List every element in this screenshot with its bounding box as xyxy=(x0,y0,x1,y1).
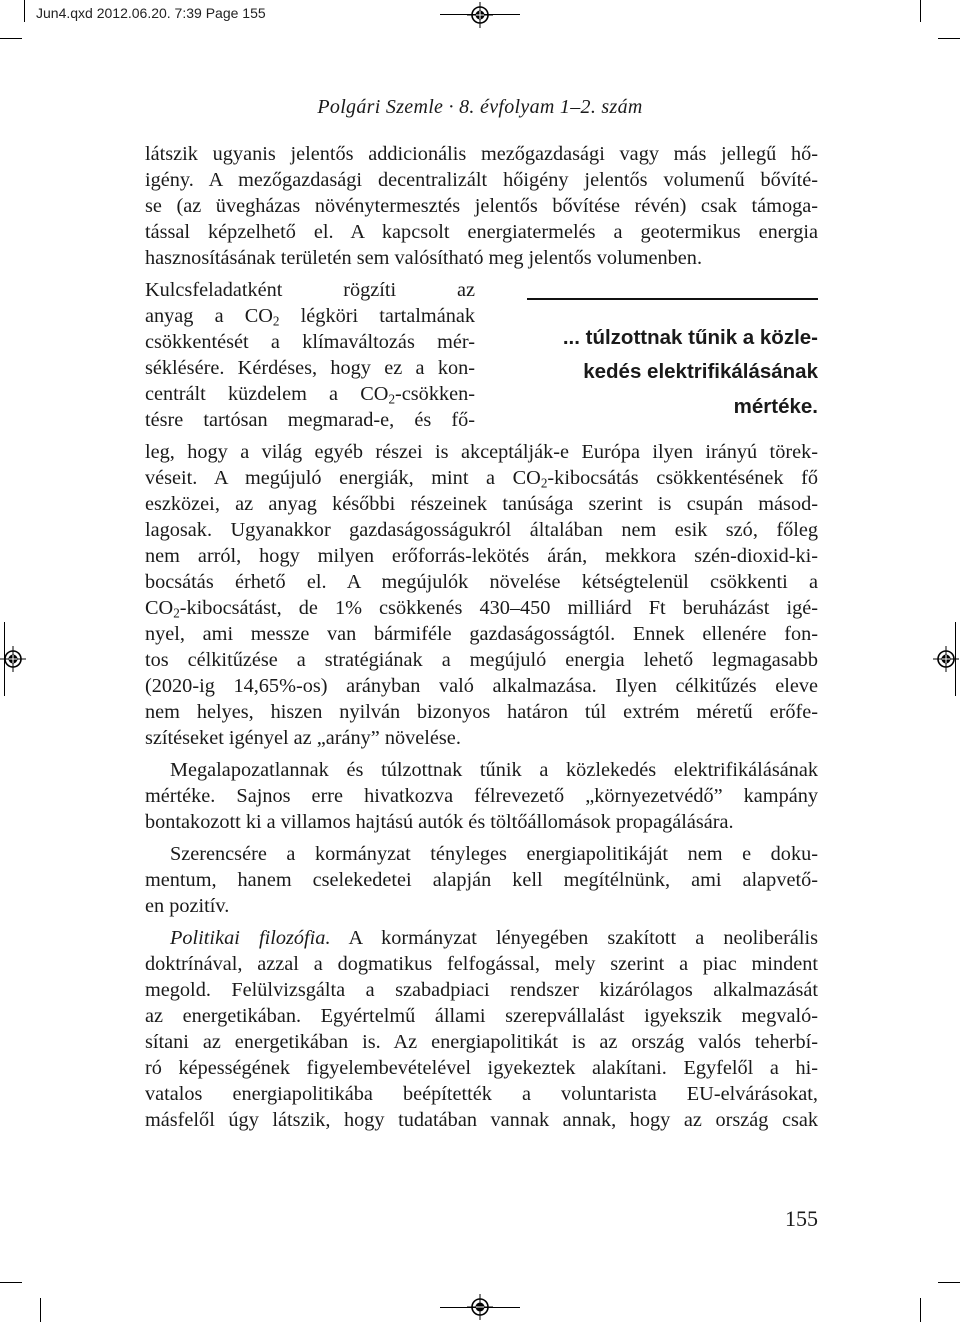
body-line: nem helyes, hiszen nyilván bizonyos határon túl extrém méretű erőfe- xyxy=(145,701,818,723)
body-line: az energetikában. Egyértelmű állami szerepvállalást igyekszik megvaló- xyxy=(145,1005,818,1027)
body-line: en pozitív. xyxy=(145,895,230,917)
body-line: mentum, hanem cselekedetei alapján kell megítélnünk, ami alapvető- xyxy=(145,869,818,891)
body-line: tos célkitűzése a stratégiának a megújuló energia lehető legmagasabb xyxy=(145,649,818,671)
crop-mark xyxy=(920,1298,921,1322)
journal-running-header: Polgári Szemle · 8. évfolyam 1–2. szám xyxy=(317,96,643,118)
crop-mark xyxy=(938,38,960,39)
body-line-indent: Szerencsére a kormányzat tényleges energiapolitikáját nem e doku- xyxy=(170,843,818,865)
body-line-narrow: séklésére. Kérdéses, hogy ez a kon- xyxy=(145,357,475,379)
body-line: nyel, ami messze van bármiféle gazdaságosságtól. Ennek ellenére fon- xyxy=(145,623,818,645)
crop-mark xyxy=(920,0,921,22)
body-text: -kibocsátást, de 1% csökkenés 430–450 milliárd Ft beruházást igé- xyxy=(179,597,818,619)
registration-crosshair-icon xyxy=(467,1294,493,1320)
body-line-narrow: csökkentését a klímaváltozás mér- xyxy=(145,331,475,353)
body-line: látszik ugyanis jelentős addicionális mezőgazdasági vagy más jellegű hő- xyxy=(145,143,818,165)
body-line-narrow xyxy=(145,382,475,408)
print-slug: Jun4.qxd 2012.06.20. 7:39 Page 155 xyxy=(36,5,266,21)
crop-mark xyxy=(24,0,25,22)
crop-mark xyxy=(0,38,22,39)
body-line: ró képességének figyelembevételével igyekeztek alakítani. Egyfelől a hi- xyxy=(145,1057,818,1079)
body-line: bocsátás érhető el. A megújulók növelése kétségtelenül csökkenti a xyxy=(145,571,818,593)
body-line-indent xyxy=(170,926,818,952)
page-number: 155 xyxy=(785,1206,818,1231)
pull-quote-rule xyxy=(527,298,818,300)
body-line-narrow xyxy=(145,278,475,304)
subscript: 2 xyxy=(388,391,396,407)
body-line: leg, hogy a világ egyéb részei is akceptálják-e Európa ilyen irányú törek- xyxy=(145,441,818,463)
pull-quote-line: mértéke. xyxy=(733,395,818,418)
body-line: bontakozott ki a villamos hajtású autók és töltőállomások propagálására. xyxy=(145,811,734,833)
body-line: hasznosításának területén sem valósítható meg jelentős volumenben. xyxy=(145,247,703,269)
subscript: 2 xyxy=(173,605,180,621)
body-text: légköri tartalmának xyxy=(279,305,475,327)
section-run-in-heading: Politikai filozófia. xyxy=(170,927,331,949)
body-line: mértéke. Sajnos erre hivatkozva félrevezető „környezetvédő” kampány xyxy=(145,785,818,807)
body-text: -csökken- xyxy=(395,383,475,405)
body-line: szítéseket igényel az „arány” növelése. xyxy=(145,727,461,749)
body-text: -kibocsátás csökkentésének fő xyxy=(547,467,819,489)
body-line: sítani az energetikában is. Az energiapolitikát is az ország valós teherbí- xyxy=(145,1031,818,1053)
body-text: Kulcsfeladatként rögzíti az xyxy=(145,279,475,301)
registration-crosshair-icon xyxy=(933,646,959,672)
pull-quote-line: ... túlzottnak tűnik a közle- xyxy=(562,326,818,349)
body-line: lagosak. Ugyanakkor gazdaságosságukról általában nem esik szó, főleg xyxy=(145,519,818,541)
body-line: másfelől úgy látszik, hogy tudatában vannak annak, hogy az ország csak xyxy=(145,1109,818,1131)
body-line: nem arról, hogy milyen erőforrás-lekötés árán, mekkora szén-dioxid-ki- xyxy=(145,545,818,567)
crop-mark xyxy=(40,1298,41,1322)
body-text: centrált küzdelem a CO xyxy=(145,383,389,405)
crop-mark xyxy=(938,1282,960,1283)
body-line: tással képzelhető el. A kapcsolt energiatermelés a geotermikus energia xyxy=(145,221,818,243)
body-text: CO xyxy=(145,597,174,619)
body-line: vatalos energiapolitikába beépítették a voluntarista EU-elvárásokat, xyxy=(145,1083,818,1105)
registration-crosshair-icon xyxy=(467,2,493,28)
body-line: megold. Felülvizsgálta a szabadpiaci rendszer kizárólagos alkalmazását xyxy=(145,979,818,1001)
body-line: eszközei, az anyag későbbi részeinek tanúsága szerint is csupán másod- xyxy=(145,493,818,515)
subscript: 2 xyxy=(272,313,280,329)
body-line-indent: Megalapozatlannak és túlzottnak tűnik a közlekedés elektrifikálásának xyxy=(170,759,818,781)
body-line xyxy=(145,466,818,492)
body-line-narrow xyxy=(145,304,475,330)
body-text: véseit. A megújuló energiák, mint a CO xyxy=(145,467,541,489)
subscript: 2 xyxy=(540,475,548,491)
body-line: doktrínával, azzal a dogmatikus felfogással, mely szerint a piac mindent xyxy=(145,953,818,975)
pull-quote-line: kedés elektrifikálásának xyxy=(583,360,818,383)
body-line: se (az üvegházas növénytermesztés jelentős bővítése révén) csak támoga- xyxy=(145,195,818,217)
body-text: A kormányzat lényegében szakított a neoliberális xyxy=(330,927,818,949)
body-text: anyag a CO xyxy=(145,305,273,327)
body-line: igény. A mezőgazdasági decentralizált hőigény jelentős volumenű bővíté- xyxy=(145,169,818,191)
crop-mark xyxy=(0,1282,22,1283)
body-line: (2020-ig 14,65%-os) arányban való alkalmazása. Ilyen célkitűzés eleve xyxy=(145,675,818,697)
registration-crosshair-icon xyxy=(0,646,26,672)
body-line-narrow: tésre tartósan megmarad-e, és fő- xyxy=(145,409,475,431)
body-line xyxy=(145,596,818,622)
